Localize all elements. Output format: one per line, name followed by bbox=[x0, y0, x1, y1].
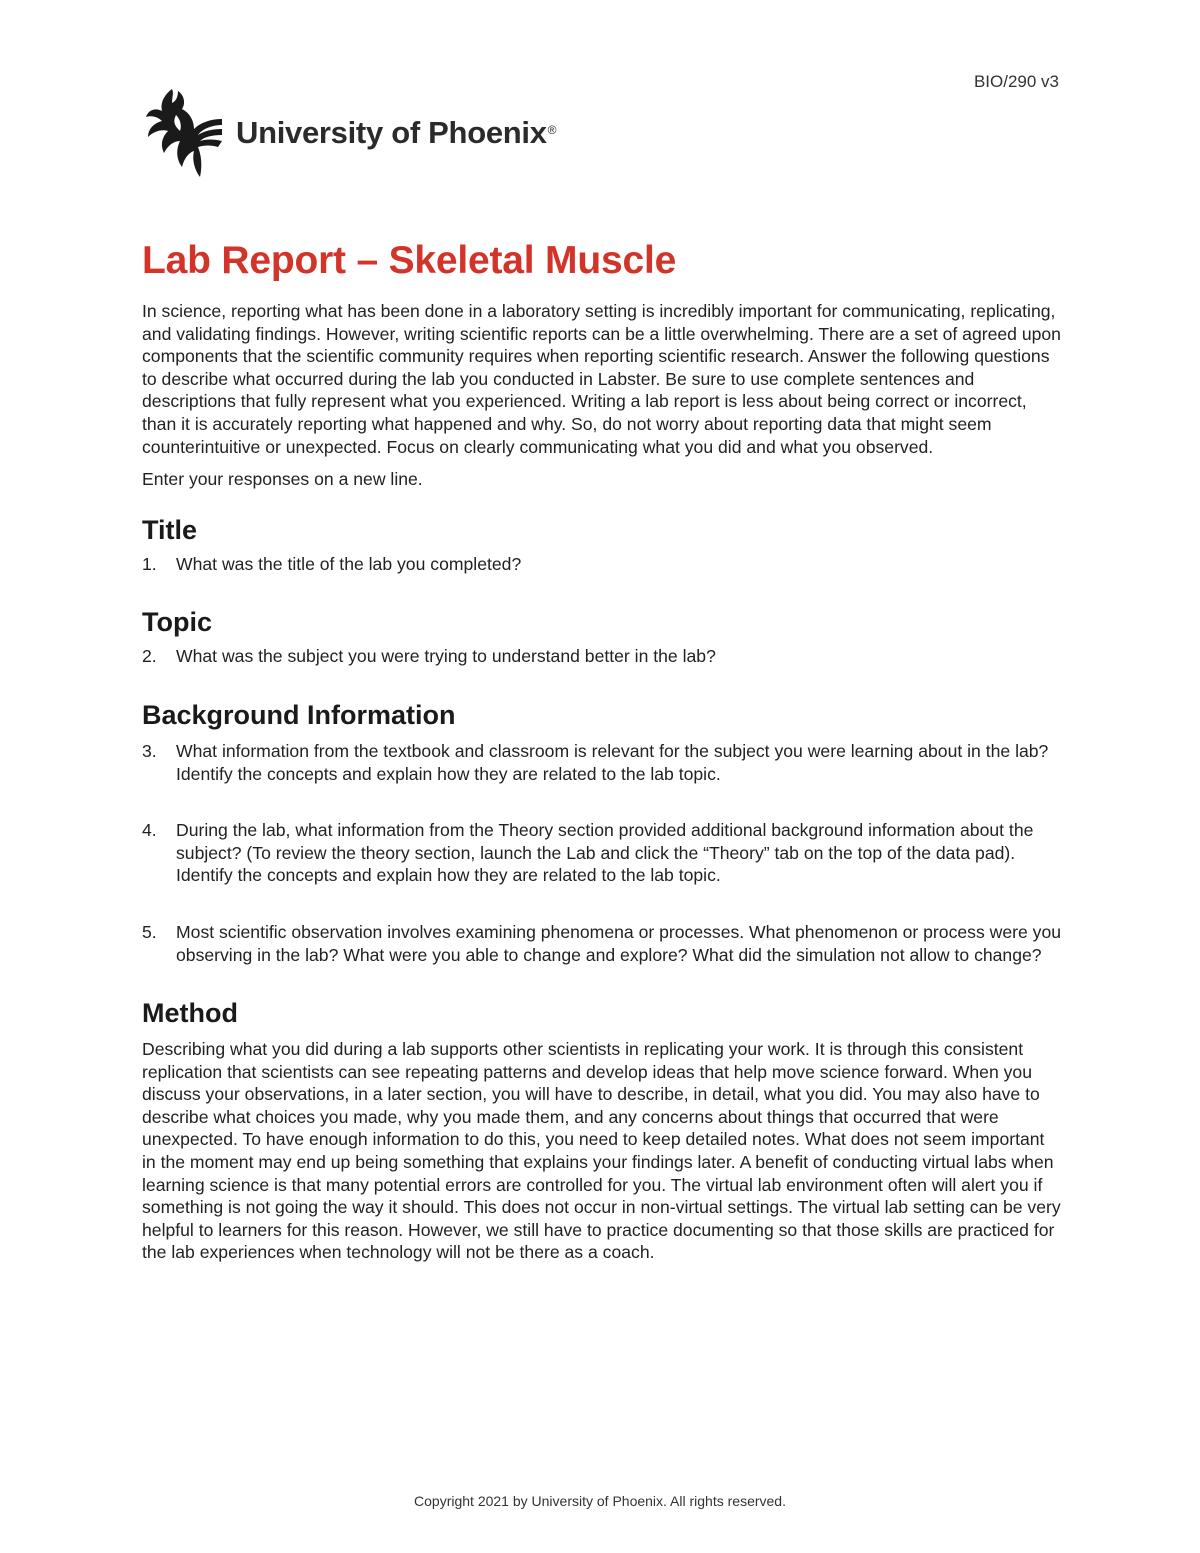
question-number: 2. bbox=[142, 646, 157, 667]
document-content bbox=[142, 236, 1062, 1264]
section-heading-background: Background Information bbox=[142, 699, 456, 730]
section-heading-method: Method bbox=[142, 998, 238, 1029]
registered-mark: ® bbox=[547, 123, 557, 137]
question-item bbox=[142, 740, 1062, 785]
section-heading-title: Title bbox=[142, 514, 198, 545]
copyright-footer: Copyright 2021 by University of Phoenix. All rights reserved. bbox=[414, 1493, 786, 1509]
phoenix-bird-icon bbox=[142, 85, 224, 179]
question-list-background bbox=[142, 740, 1062, 966]
question-text: What was the title of the lab you completed? bbox=[176, 553, 522, 574]
question-list-topic bbox=[142, 645, 1062, 668]
question-number: 3. bbox=[142, 740, 157, 761]
university-logo bbox=[142, 84, 556, 180]
method-paragraph: Describing what you did during a lab supports other scientists in replicating your work. It is through this consistent replication that scientists can see repeating patterns and develop ideas that help move science forward. When you discuss your observations, in a later section, you will have to describe, in detail, what you did. You may also have to describe what choices you made, why you made them, and any concerns about things that occurred that were unexpected. To have enough information to do this, you need to keep detailed notes. What does not seem important in the moment may end up being something that explains your findings later. A benefit of conducting virtual labs when learning science is that many potential errors are controlled for you. The virtual lab environment often will alert you if something is not going the way it should. This does not occur in non-virtual settings. The virtual lab setting can be very helpful to learners for this reason. However, we still have to practice documenting so that those skills are practiced for the lab experiences when technology will not be there as a coach. bbox=[142, 1039, 1061, 1263]
question-list-title bbox=[142, 553, 1062, 576]
section-heading-topic: Topic bbox=[142, 607, 212, 638]
question-text: What was the subject you were trying to understand better in the lab? bbox=[176, 646, 716, 667]
question-text: What information from the textbook and classroom is relevant for the subject you were learning about in the lab? Identify the concepts and explain how they are related to the lab topic. bbox=[176, 740, 1049, 784]
question-text: Most scientific observation involves examining phenomena or processes. What phenomenon or process were you observing in the lab? What were you able to change and explore? What did the simulation not allow to change? bbox=[176, 921, 1062, 965]
question-number: 5. bbox=[142, 921, 157, 942]
question-number: 4. bbox=[142, 820, 157, 841]
page-title: Lab Report – Skeletal Muscle bbox=[142, 239, 677, 282]
question-item bbox=[142, 819, 1062, 887]
question-item bbox=[142, 645, 1062, 668]
document-code: BIO/290 v3 bbox=[973, 72, 1059, 91]
question-text: During the lab, what information from the Theory section provided additional background information about the subject? (To review the theory section, launch the Lab and click the “Theory” tab on the top of the data pad). Identify the concepts and explain how they are related to the lab topic. bbox=[176, 820, 1034, 886]
question-item bbox=[142, 553, 1062, 576]
question-number: 1. bbox=[142, 553, 157, 574]
question-item bbox=[142, 921, 1062, 966]
intro-paragraph: In science, reporting what has been done in a laboratory setting is incredibly important for communicating, replicating, and validating findings. However, writing scientific reports can be a little overwhelming. There are a set of agreed upon components that the scientific community requires when reporting scientific research. Answer the following questions to describe what occurred during the lab you conducted in Labster. Be sure to use complete sentences and descriptions that fully represent what you experienced. Writing a lab report is less about being correct or incorrect, than it is accurately reporting what happened and why. So, do not worry about reporting data that might seem counterintuitive or unexpected. Focus on clearly communicating what you did and what you observed. bbox=[142, 301, 1061, 457]
instruction-text: Enter your responses on a new line. bbox=[142, 469, 423, 490]
university-name: University of Phoenix® bbox=[236, 115, 557, 150]
